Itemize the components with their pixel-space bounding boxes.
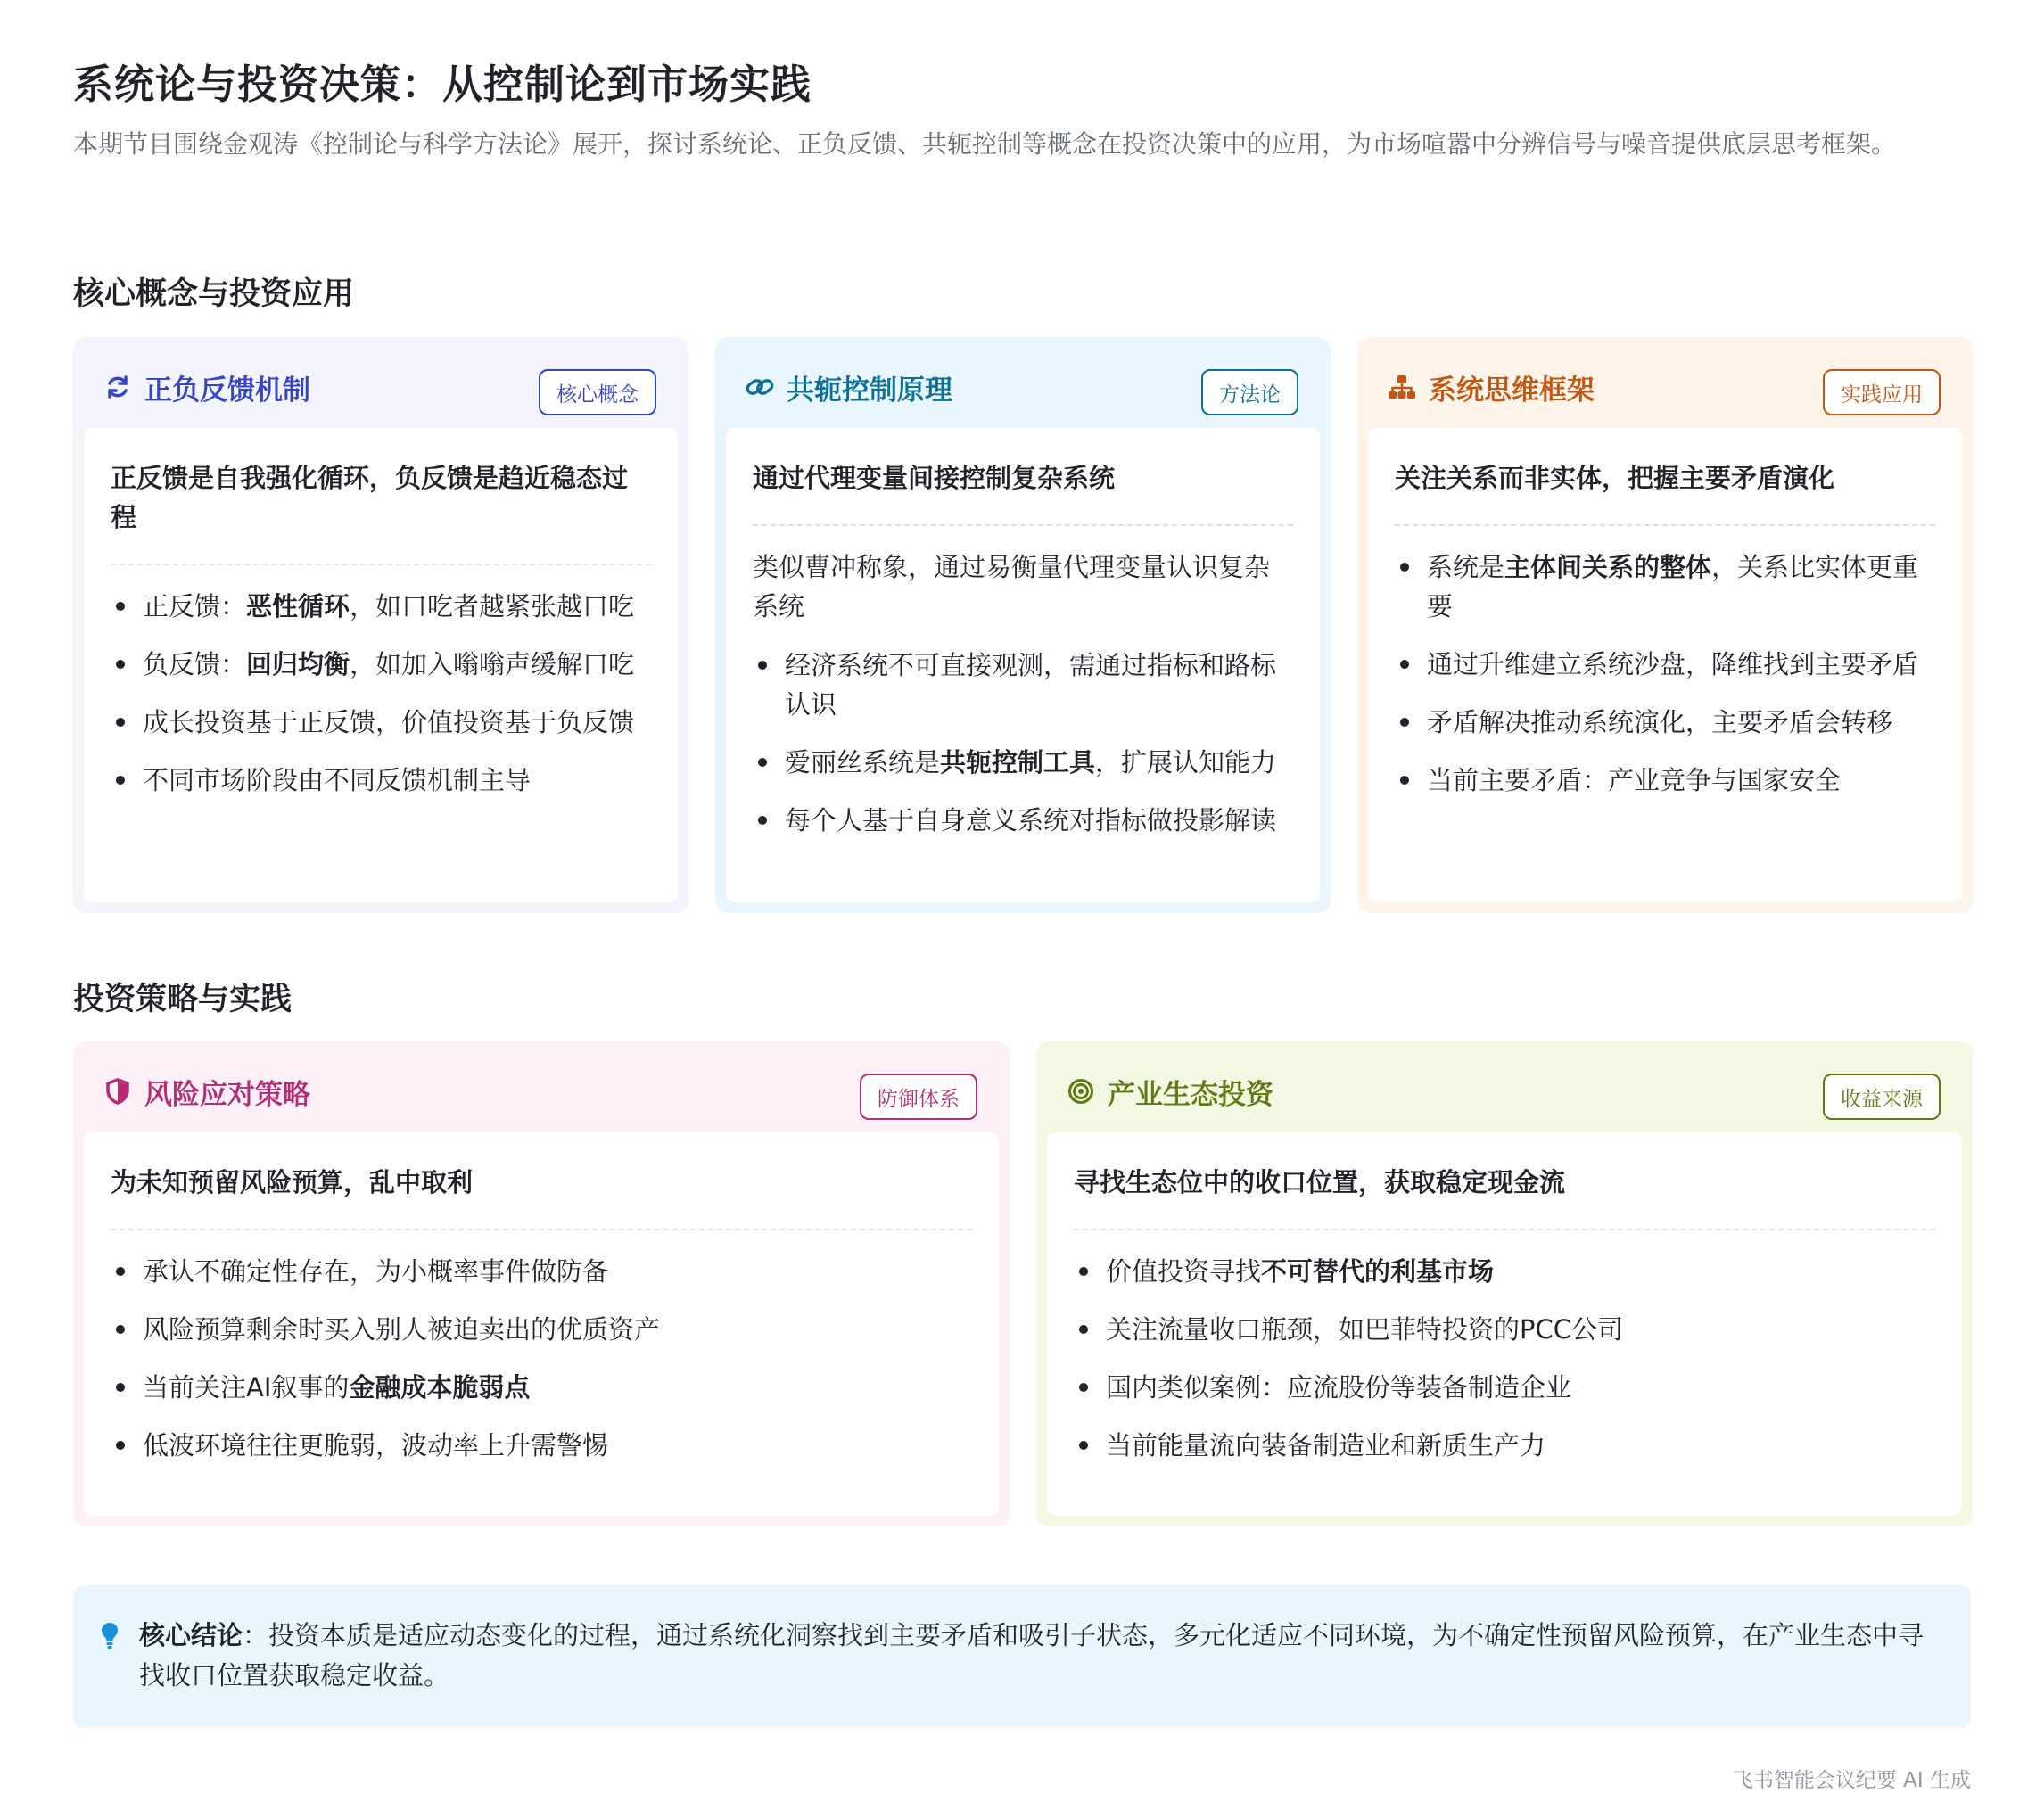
bullet-list [111,1252,972,1465]
divider [753,524,1293,526]
card-lead: 为未知预留风险预算，乱中取利 [111,1167,474,1197]
list-item: 通过升维建立系统沙盘，降维找到主要矛盾 [1395,645,1935,684]
card-title: 产业生态投资 [1108,1078,1273,1111]
divider [1074,1229,1935,1230]
card-tag: 方法论 [1201,369,1298,415]
card-header [84,1050,999,1132]
divider [1395,524,1935,526]
list-item: 系统是主体间关系的整体，关系比实体更重要 [1395,547,1935,626]
card-industry-ecosystem [1036,1041,1973,1526]
card-body [84,1132,999,1516]
list-item: 负反馈：回归均衡，如加入嗡嗡声缓解口吃 [111,645,651,684]
list-item: 不同市场阶段由不同反馈机制主导 [111,761,651,800]
bullet-list [1395,547,1935,800]
section-title-core-concepts: 核心概念与投资应用 [73,276,355,312]
card-title: 系统思维框架 [1429,374,1595,407]
lightbulb-icon [100,1616,128,1728]
bullet-list [111,587,651,800]
section-title-strategy: 投资策略与实践 [73,982,293,1017]
shield-icon [103,1077,132,1106]
card-lead: 正反馈是自我强化循环，负反馈是趋近稳态过程 [111,463,629,532]
card-title: 共轭控制原理 [787,374,952,407]
list-item: 成长投资基于正反馈，价值投资基于负反馈 [111,703,651,742]
page-subtitle: 本期节目围绕金观涛《控制论与科学方法论》展开，探讨系统论、正负反馈、共轭控制等概念在投资决策中的应用，为市场喧嚣中分辨信号与噪音提供底层思考框架。 [73,129,1897,159]
card-conjugate-control [715,337,1331,913]
card-header [1368,346,1962,428]
bullet-list [753,646,1293,840]
card-header [726,346,1320,428]
card-tag: 防御体系 [860,1074,977,1120]
card-system-thinking [1357,337,1973,913]
card-body [1368,428,1962,902]
target-icon [1067,1077,1095,1106]
bullet-list [1074,1252,1935,1465]
list-item: 风险预算剩余时买入别人被迫卖出的优质资产 [111,1310,972,1349]
card-tag: 核心概念 [539,369,656,415]
list-item: 承认不确定性存在，为小概率事件做防备 [111,1252,972,1291]
card-body [84,428,678,902]
list-item: 价值投资寻找不可替代的利基市场 [1074,1252,1935,1291]
footer-note: 飞书智能会议纪要 AI 生成 [1732,1769,1971,1792]
conclusion-label: 核心结论 [139,1620,243,1650]
page-title: 系统论与投资决策：从控制论到市场实践 [73,61,812,108]
conclusion-text [139,1616,1944,1728]
list-item: 爱丽丝系统是共轭控制工具，扩展认知能力 [753,743,1293,782]
divider [111,564,651,565]
conclusion-box [73,1585,1971,1728]
list-item: 当前主要矛盾：产业竞争与国家安全 [1395,761,1935,800]
card-lead: 寻找生态位中的收口位置，获取稳定现金流 [1074,1167,1566,1197]
list-item: 正反馈：恶性循环，如口吃者越紧张越口吃 [111,587,651,626]
list-item: 国内类似案例：应流股份等装备制造企业 [1074,1368,1935,1407]
sitemap-icon [1388,373,1416,401]
card-title: 正负反馈机制 [144,374,310,407]
list-item: 每个人基于自身意义系统对指标做投影解读 [753,801,1293,840]
list-item: 低波环境往往更脆弱，波动率上升需警惕 [111,1426,972,1465]
card-header [84,346,678,428]
conclusion-body: ：投资本质是适应动态变化的过程，通过系统化洞察找到主要矛盾和吸引子状态，多元化适应不同环境，为不确定性预留风险预算，在产业生态中寻找收口位置获取稳定收益。 [139,1620,1924,1691]
card-risk-strategy [73,1041,1010,1526]
card-body [726,428,1320,902]
card-lead: 关注关系而非实体，把握主要矛盾演化 [1395,463,1835,493]
card-body [1047,1132,1962,1516]
card-tag: 收益来源 [1823,1074,1941,1120]
list-item: 矛盾解决推动系统演化，主要矛盾会转移 [1395,703,1935,742]
list-item: 当前关注AI叙事的金融成本脆弱点 [111,1368,972,1407]
card-tag: 实践应用 [1823,369,1941,415]
list-item: 关注流量收口瓶颈，如巴菲特投资的PCC公司 [1074,1310,1935,1349]
card-title: 风险应对策略 [144,1078,310,1111]
refresh-icon [103,373,132,401]
divider [111,1229,972,1230]
list-item: 当前能量流向装备制造业和新质生产力 [1074,1426,1935,1465]
card-feedback-mechanism [73,337,688,913]
list-item: 经济系统不可直接观测，需通过指标和路标认识 [753,646,1293,724]
card-header [1047,1050,1962,1132]
card-lead: 通过代理变量间接控制复杂系统 [753,463,1116,493]
link-icon [746,373,774,401]
card-description: 类似曹冲称象，通过易衡量代理变量认识复杂系统 [753,552,1271,621]
